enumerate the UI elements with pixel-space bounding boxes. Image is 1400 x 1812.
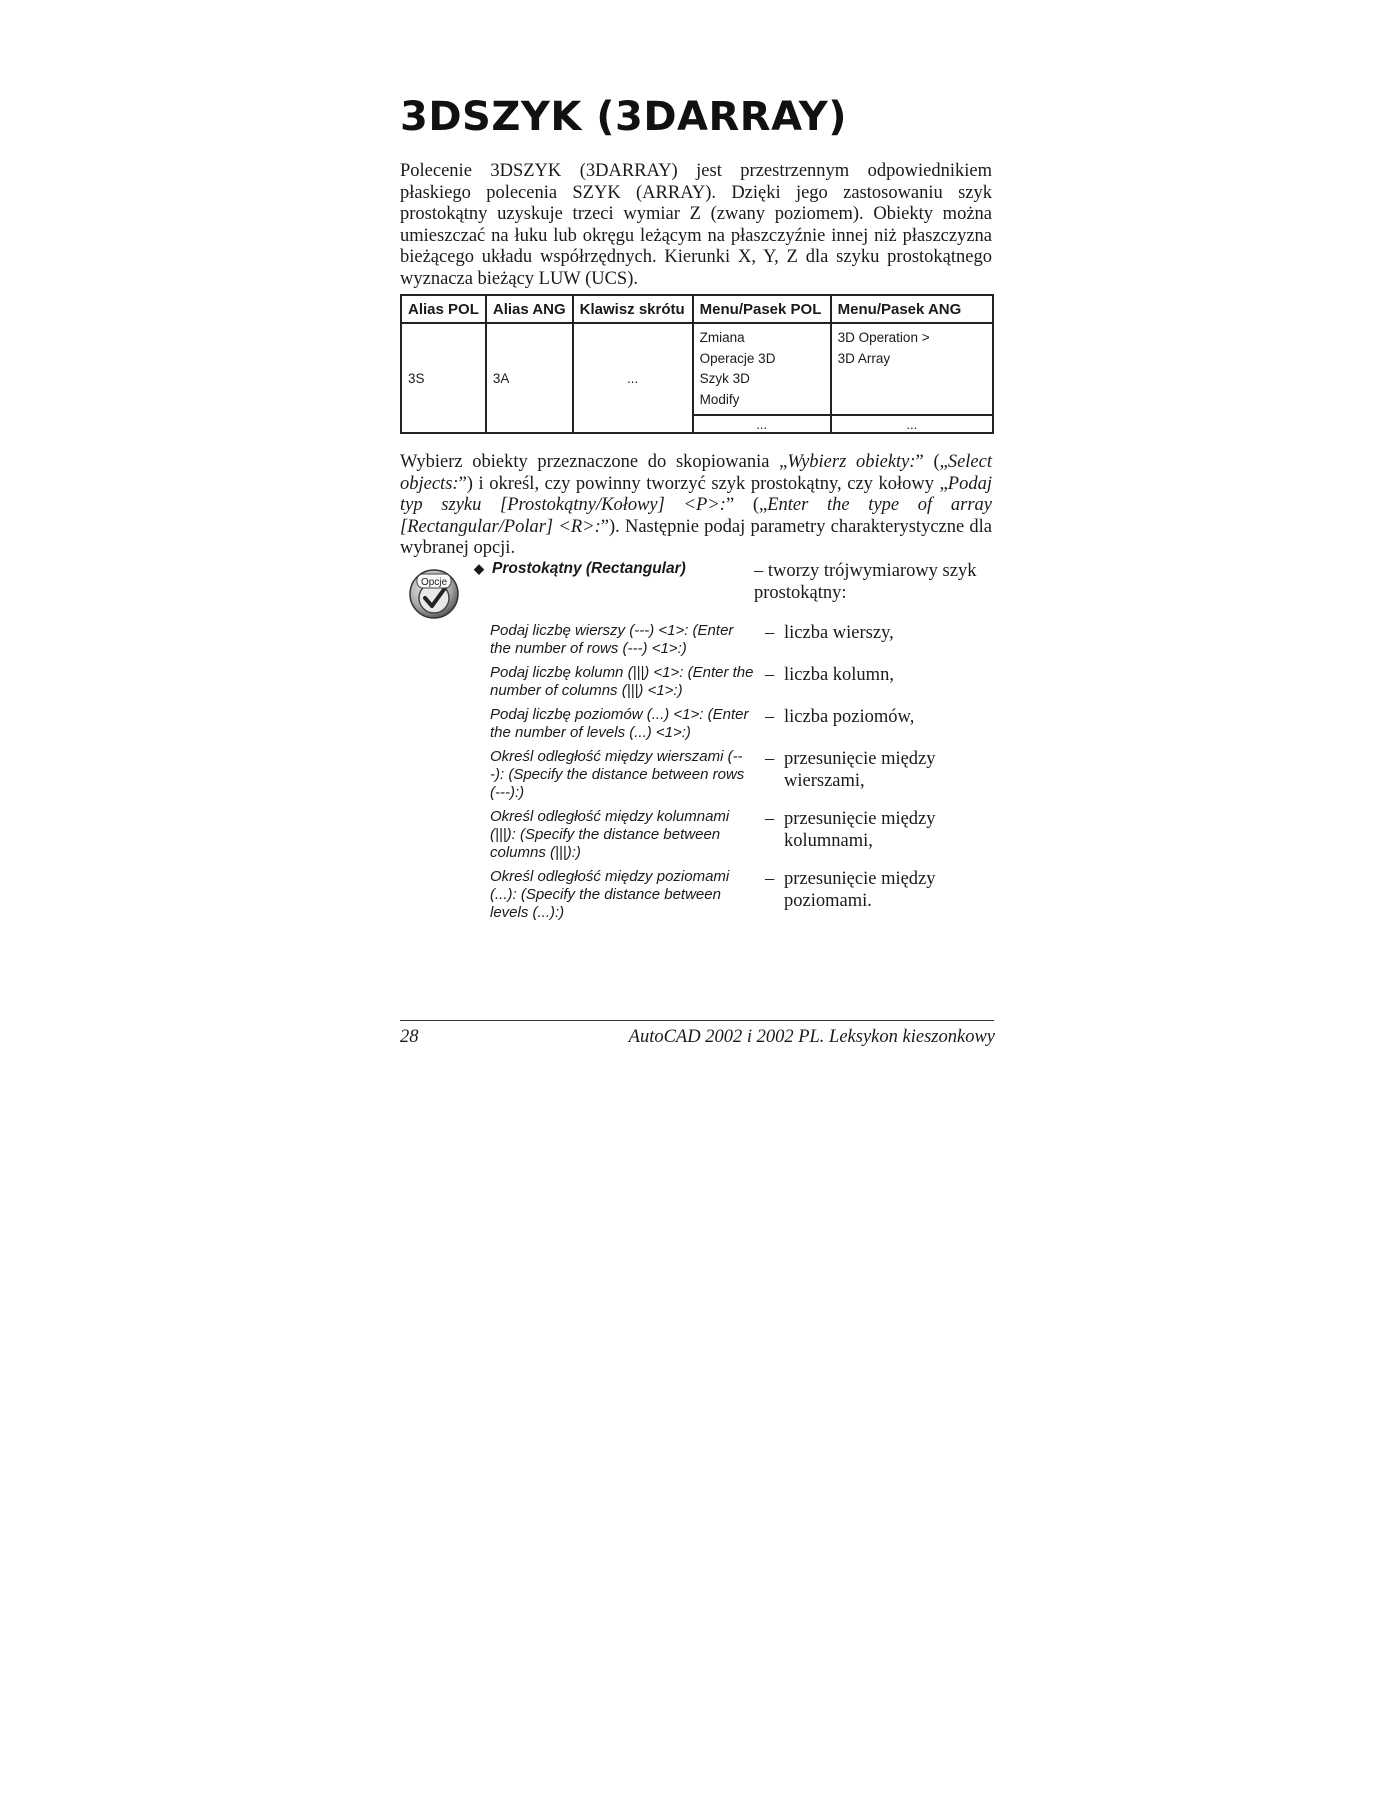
page-title: 3DSZYK (3DARRAY): [400, 94, 847, 140]
menu-pol-line: Operacje 3D: [699, 350, 776, 366]
options-icon: [408, 560, 460, 622]
header-menu-pol: Menu/Pasek POL: [693, 295, 831, 323]
instruction-text: ”) i określ, czy powinny tworzyć szyk prostokątny, czy kołowy „: [458, 473, 948, 494]
option-prompt: Określ odległość między kolumnami (|||): (Specify the distance between columns (|||):): [490, 808, 730, 861]
running-footer-title: AutoCAD 2002 i 2002 PL. Leksykon kieszonkowy: [628, 1027, 995, 1047]
option-prompt: Podaj liczbę kolumn (|||) <1>: (Enter the number of columns (|||) <1>:): [490, 664, 754, 699]
instruction-prompt: Wybierz obiekty:: [787, 452, 916, 472]
cell-toolbar-pol: ...: [693, 415, 831, 433]
header-alias-pol: Alias POL: [401, 295, 486, 323]
cell-menu-ang: [831, 323, 993, 415]
diamond-bullet-icon: ◆: [474, 561, 484, 576]
option-dash: –: [765, 869, 775, 889]
option-desc: liczba kolumn,: [784, 665, 894, 685]
alias-table-row: [401, 323, 993, 415]
menu-pol-line: Szyk 3D: [699, 371, 750, 386]
menu-pol-line: Zmiana: [699, 330, 745, 345]
instruction-prompt: Enter the type of array [Rectangular/Polar] <R>:: [400, 495, 992, 537]
instruction-paragraph: [400, 452, 992, 560]
option-dash: –: [765, 623, 775, 643]
alias-table: [400, 294, 994, 434]
option-dash: –: [765, 665, 775, 685]
menu-ang-line: 3D Operation >: [837, 330, 930, 345]
option-heading-label: Prostokątny (Rectangular): [492, 560, 686, 577]
option-dash: –: [765, 749, 775, 769]
alias-table-header-row: [401, 295, 993, 323]
cell-alias-ang: 3A: [486, 323, 573, 433]
option-desc: liczba poziomów,: [784, 707, 915, 727]
instruction-prompt: Podaj typ szyku [Prostokątny/Kołowy] <P>:: [400, 473, 992, 515]
option-heading-desc: – tworzy trójwymiarowy szyk prostokątny:: [754, 561, 977, 603]
instruction-text: Wybierz obiekty przeznaczone do skopiowania „: [400, 452, 788, 472]
option-desc: przesunięcie między kolumnami,: [784, 809, 936, 851]
menu-pol-line: Modify: [699, 391, 740, 407]
option-prompt: Podaj liczbę poziomów (...) <1>: (Enter the number of levels (...) <1>:): [490, 706, 749, 741]
header-shortcut: Klawisz skrótu: [573, 295, 693, 323]
option-prompt: Określ odległość między poziomami (...): (Specify the distance between levels (...):): [490, 868, 730, 921]
option-desc: liczba wierszy,: [784, 623, 894, 643]
instruction-prompt: Select objects:: [400, 452, 992, 494]
intro-paragraph: Polecenie 3DSZYK (3DARRAY) jest przestrzennym odpowiednikiem płaskiego polecenia SZYK (ARRAY). Dzięki jego zastosowaniu szyk prostokątny uzyskuje trzeci wymiar Z (zwany poziomem). Obiekty można umieszczać na łuku lub okręgu leżącym na płaszczyźnie innej niż płaszczyzna bieżącego układu współrzędnych. Kierunki X, Y, Z dla szyku prostokątnego wyznacza bieżący LUW (UCS).: [400, 161, 992, 289]
option-dash: –: [765, 707, 775, 727]
option-desc: przesunięcie między poziomami.: [784, 869, 936, 911]
option-prompt: Określ odległość między wierszami (---): (Specify the distance between rows (---):): [490, 748, 745, 801]
instruction-text: ” („: [915, 452, 948, 472]
options-icon-label: Opcje: [420, 577, 448, 588]
cell-toolbar-ang: ...: [831, 415, 993, 433]
option-prompt: Podaj liczbę wierszy (---) <1>: (Enter the number of rows (---) <1>:): [490, 622, 734, 657]
option-heading: [474, 560, 686, 578]
cell-shortcut: ...: [573, 323, 693, 433]
instruction-text: ” („: [725, 495, 768, 515]
cell-alias-pol: 3S: [401, 323, 486, 433]
footer-divider: [400, 1020, 994, 1021]
instruction-text: ”). Następnie podaj parametry charakterystyczne dla wybranej opcji.: [400, 516, 993, 558]
cell-menu-pol: [693, 323, 831, 415]
header-alias-ang: Alias ANG: [486, 295, 573, 323]
page-number: 28: [400, 1027, 419, 1047]
option-dash: –: [765, 809, 775, 829]
option-desc: przesunięcie między wierszami,: [784, 749, 936, 791]
header-menu-ang: Menu/Pasek ANG: [831, 295, 993, 323]
menu-ang-line: 3D Array: [837, 350, 891, 366]
